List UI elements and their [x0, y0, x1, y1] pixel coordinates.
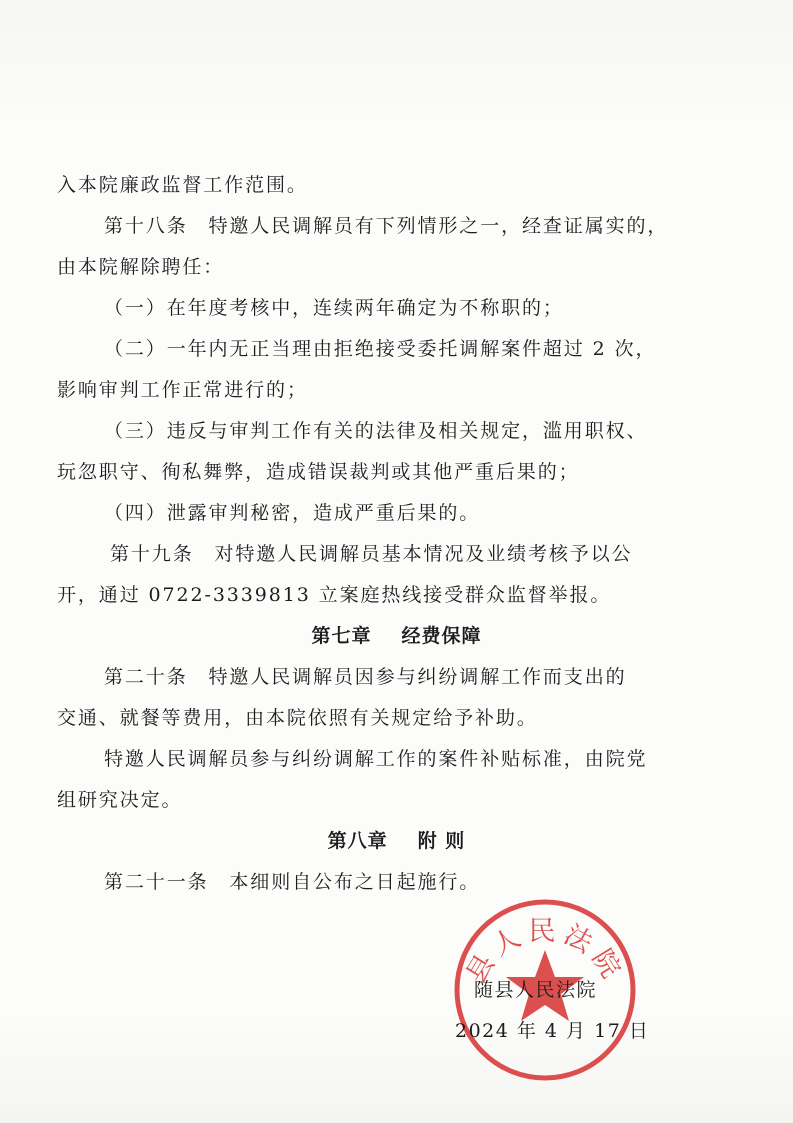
text-line: 开，通过 0722-3339813 立案庭热线接受群众监督举报。 [57, 584, 612, 606]
chapter-7-number: 第七章 [311, 625, 372, 647]
clause-2: （二）一年内无正当理由拒绝接受委托调解案件超过 2 次， [104, 338, 657, 360]
seal-text: 县人民法院 [460, 916, 630, 989]
text-line: 组研究决定。 [57, 789, 183, 811]
text-line: 玩忽职守、徇私舞弊，造成错误裁判或其他严重后果的； [57, 461, 580, 483]
text-line: 交通、就餐等费用，由本院依照有关规定给予补助。 [57, 707, 538, 729]
article-20: 第二十条 特邀人民调解员因参与纠纷调解工作而支出的 [104, 666, 627, 688]
clause-3: （三）违反与审判工作有关的法律及相关规定，滥用职权、 [104, 420, 648, 442]
text-line: 入本院廉政监督工作范围。 [57, 174, 308, 196]
chapter-8-number: 第八章 [327, 830, 388, 852]
clause-1: （一）在年度考核中，连续两年确定为不称职的； [104, 297, 564, 319]
chapter-7-heading [0, 623, 793, 649]
article-21: 第二十一条 本细则自公布之日起施行。 [104, 871, 481, 893]
text-line: 由本院解除聘任： [57, 256, 225, 278]
signing-date: 2024 年 4 月 17 日 [455, 1020, 650, 1042]
chapter-8-heading [0, 828, 793, 854]
article-19: 第十九条 对特邀人民调解员基本情况及业绩考核予以公 [110, 543, 633, 565]
chapter-8-title: 附 则 [417, 830, 466, 852]
clause-4: （四）泄露审判秘密，造成严重后果的。 [104, 502, 481, 524]
text-line: 影响审判工作正常进行的； [57, 379, 308, 401]
article-18: 第十八条 特邀人民调解员有下列情形之一，经查证属实的， [104, 215, 669, 237]
chapter-7-title: 经费保障 [401, 625, 482, 647]
text-line: 特邀人民调解员参与纠纷调解工作的案件补贴标准，由院党 [104, 748, 648, 770]
signing-organization: 随县人民法院 [474, 979, 598, 1001]
